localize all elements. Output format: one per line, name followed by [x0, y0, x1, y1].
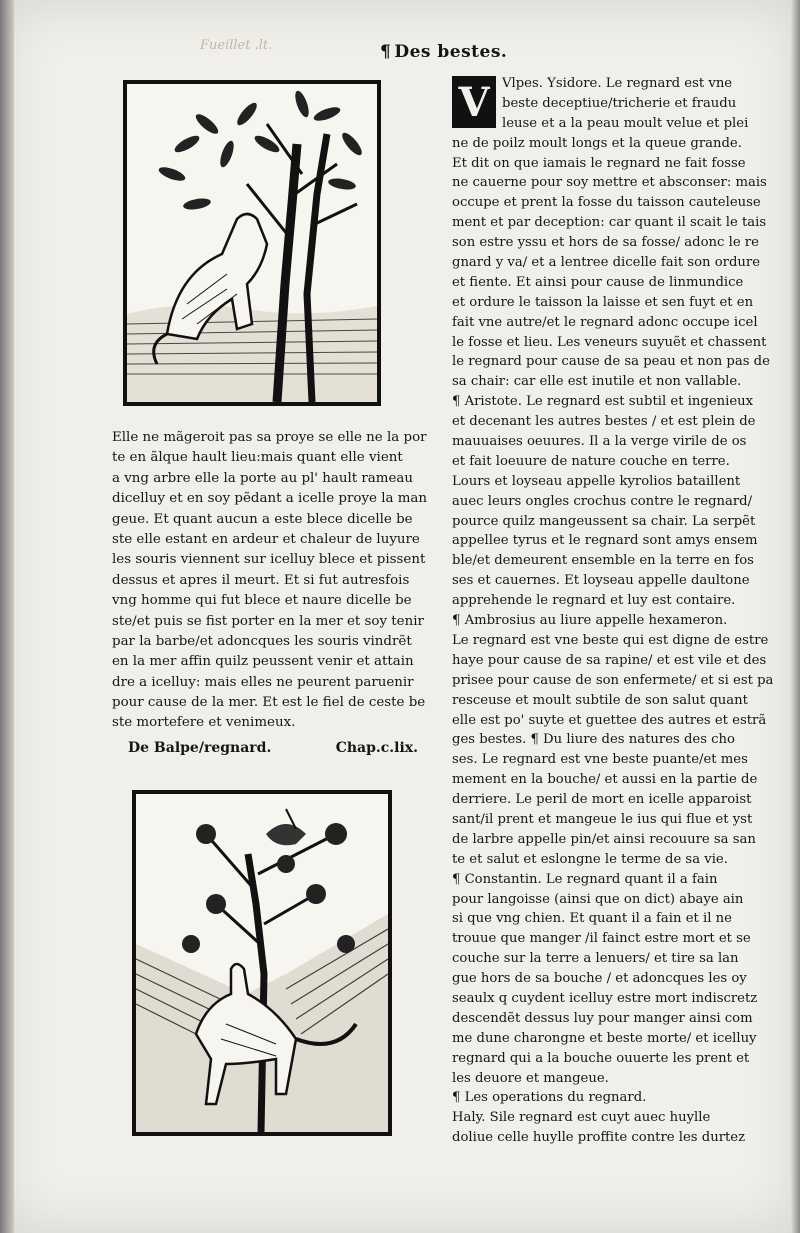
- text-line: ne de poilz moult longs et la queue grande.: [452, 135, 742, 151]
- text-line: sa chair: car elle est inutile et non vallable.: [452, 374, 742, 390]
- text-line: et fait loeuure de nature couche en terre.: [452, 453, 730, 469]
- text-line: Le regnard est vne beste qui est digne de estre: [452, 632, 769, 648]
- text-line: elle est po' suyte et guettee des autres et estrã: [452, 712, 767, 728]
- text-line: doliue celle huylle proffite contre les durtez: [452, 1130, 746, 1146]
- text-line: pour langoisse (ainsi que on dict) abaye ain: [452, 891, 744, 907]
- text-line: dicelluy et en soy pẽdant a icelle proye la man: [112, 491, 428, 507]
- decorated-initial: V: [452, 76, 496, 128]
- text-line: descendẽt dessus luy pour manger ainsi com: [452, 1010, 753, 1026]
- text-line: pour cause de la mer. Et est le fiel de ceste be: [112, 695, 426, 711]
- text-line: couche sur la terre a lenuers/ et tire sa lan: [452, 951, 739, 967]
- text-line: ¶ Les operations du regnard.: [452, 1090, 647, 1106]
- text-line: prisee pour cause de son enfermete/ et si est pa: [452, 672, 774, 688]
- text-line: le regnard pour cause de sa peau et non pas de: [452, 354, 770, 370]
- chapter-caption: [128, 740, 418, 756]
- text-line: Et dit on que iamais le regnard ne fait fosse: [452, 155, 746, 171]
- text-line: et ordure le taisson la laisse et sen fuyt et en: [452, 294, 754, 310]
- text-line: et fiente. Et ainsi pour cause de linmundice: [452, 274, 744, 290]
- text-line: haye pour cause de sa rapine/ et est vile et des: [452, 652, 767, 668]
- text-line: les deuore et mangeue.: [452, 1070, 609, 1086]
- text-line: ses et cauernes. Et loyseau appelle daultone: [452, 573, 750, 589]
- text-line: ¶ Constantin. Le regnard quant il a fain: [452, 871, 718, 887]
- text-line: gue hors de sa bouche / et adoncques les oy: [452, 971, 747, 987]
- text-line: gnard y va/ et a lentree dicelle fait son ordure: [452, 255, 761, 271]
- text-line: son estre yssu et hors de sa fosse/ adonc le re: [452, 235, 759, 251]
- text-line: ¶ Aristote. Le regnard est subtil et ingenieux: [452, 394, 754, 410]
- text-line: mement en la bouche/ et aussi en la partie de: [452, 772, 758, 788]
- text-line: geue. Et quant aucun a este blece dicelle be: [112, 511, 413, 527]
- left-column-text: [112, 428, 428, 734]
- show-through-folio: Fueillet .lt.: [200, 38, 273, 53]
- text-line: ges bestes. ¶ Du liure des natures des cho: [452, 732, 735, 748]
- text-line: si que vng chien. Et quant il a fain et il ne: [452, 911, 732, 927]
- text-line: te en ãlque hault lieu:mais quant elle vient: [112, 450, 403, 466]
- pilcrow-icon: ¶: [380, 42, 392, 62]
- right-column-text: [452, 74, 782, 1148]
- text-line: le fosse et lieu. Les veneurs suyuẽt et chassent: [452, 334, 767, 350]
- running-header: [380, 42, 507, 62]
- text-line: ste elle estant en ardeur et chaleur de luyure: [112, 531, 420, 547]
- text-line: seaulx q cuydent icelluy estre mort indiscretz: [452, 990, 758, 1006]
- text-line: occupe et prent la fosse du taisson cauteleuse: [452, 195, 761, 211]
- text-line: Lours et loyseau appelle kyrolios bataillent: [452, 473, 741, 489]
- text-line: sant/il prent et mangeue le ius qui flue et yst: [452, 811, 753, 827]
- text-line: appellee tyrus et le regnard sont amys ensem: [452, 533, 758, 549]
- woodcut-fox-bird-illustration: [136, 794, 388, 1132]
- text-line: ste mortefere et venimeux.: [112, 715, 296, 731]
- text-line: en la mer affin quilz peussent venir et attain: [112, 654, 414, 670]
- text-line: pource quilz mangeussent sa chair. La serpẽt: [452, 513, 756, 529]
- text-line: apprehende le regnard et luy est contaire.: [452, 593, 736, 609]
- text-line: les souris viennent sur icelluy blece et pissent: [112, 552, 426, 568]
- text-line: de larbre appelle pin/et ainsi recouure sa san: [452, 831, 756, 847]
- text-line: resceuse et moult subtile de son salut quant: [452, 692, 748, 708]
- text-line: ste/et puis se fist porter en la mer et soy tenir: [112, 613, 424, 629]
- woodcut-fox-climbing-tree: [123, 80, 381, 406]
- text-line: mauuaises oeuures. Il a la verge virile de os: [452, 434, 747, 450]
- text-line: par la barbe/et adoncques les souris vindrẽt: [112, 633, 412, 649]
- text-line: te et salut et eslongne le terme de sa vie.: [452, 851, 728, 867]
- text-line: regnard qui a la bouche ouuerte les prent et: [452, 1050, 750, 1066]
- text-line: me dune charongne et beste morte/ et icelluy: [452, 1030, 757, 1046]
- text-line: ment et par deception: car quant il scait le tais: [452, 215, 767, 231]
- text-line: derriere. Le peril de mort en icelle apparoist: [452, 792, 752, 808]
- chapter-caption-title: De Balpe/regnard.: [128, 740, 272, 756]
- text-line: beste deceptiue/tricherie et fraudu: [502, 95, 737, 111]
- text-line: ¶ Ambrosius au liure appelle hexameron.: [452, 613, 728, 629]
- text-line: ses. Le regnard est vne beste puante/et mes: [452, 752, 748, 768]
- text-line: ble/et demeurent ensemble en la terre en fos: [452, 553, 754, 569]
- woodcut-fox-and-bird: [132, 790, 392, 1136]
- text-line: auec leurs ongles crochus contre le regnard/: [452, 493, 753, 509]
- text-line: dessus et apres il meurt. Et si fut autresfois: [112, 572, 410, 588]
- text-line: a vng arbre elle la porte au pl' hault rameau: [112, 470, 414, 486]
- text-line: trouue que manger /il fainct estre mort et se: [452, 931, 751, 947]
- text-line: Elle ne mãgeroit pas sa proye se elle ne la por: [112, 430, 427, 445]
- text-line: leuse et a la peau moult velue et plei: [502, 115, 749, 131]
- text-line: dre a icelluy: mais elles ne peurent paruenir: [112, 674, 414, 690]
- text-line: fait vne autre/et le regnard adonc occupe icel: [452, 314, 758, 330]
- text-line: ne cauerne pour soy mettre et absconser: mais: [452, 175, 767, 191]
- text-line: Vlpes. Ysidore. Le regnard est vne: [502, 76, 733, 91]
- woodcut-fox-tree-illustration: [127, 84, 377, 402]
- text-line: vng homme qui fut blece et naure dicelle be: [112, 593, 412, 609]
- text-line: et decenant les autres bestes / et est plein de: [452, 414, 756, 430]
- page-left-edge: [0, 0, 14, 1233]
- text-line: Haly. Sile regnard est cuyt auec huylle: [452, 1110, 711, 1126]
- running-header-title: Des bestes.: [394, 42, 508, 62]
- chapter-caption-number: Chap.c.lix.: [335, 740, 418, 756]
- page-right-edge: [790, 0, 800, 1233]
